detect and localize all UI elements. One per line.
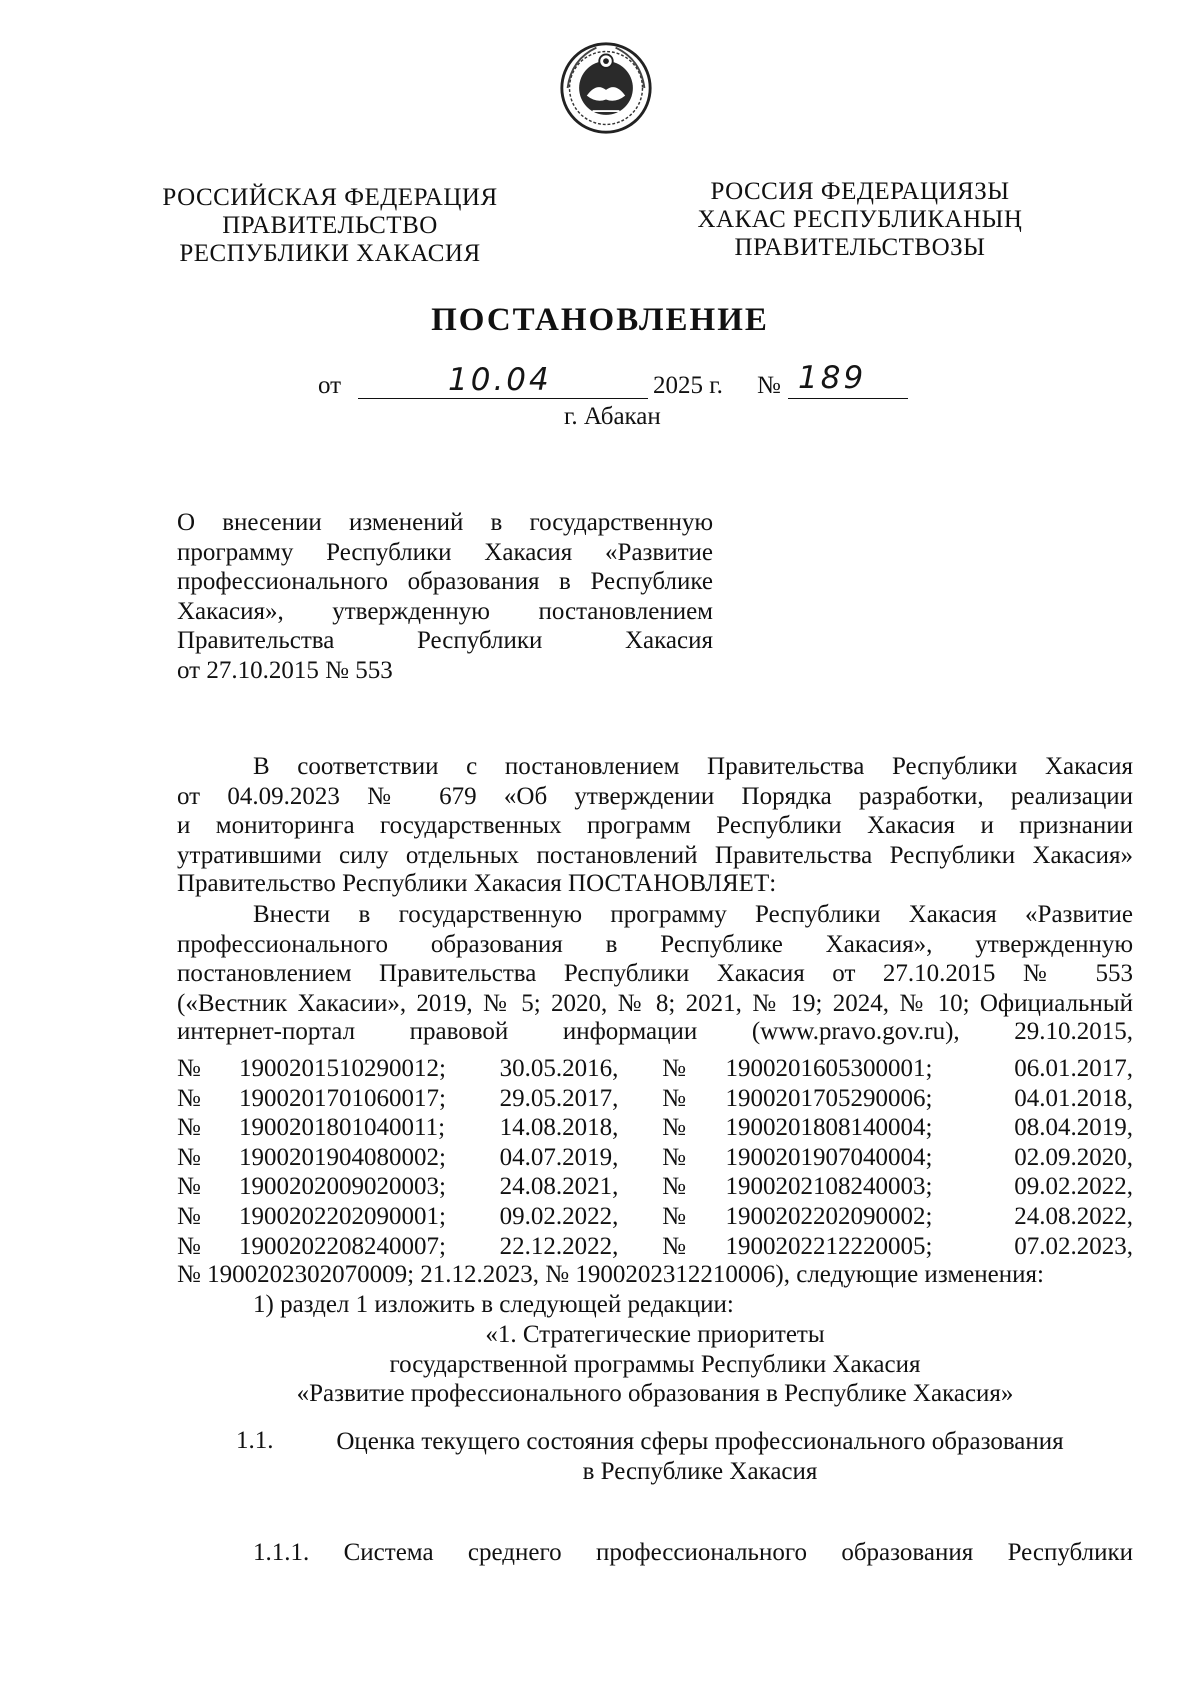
section-heading-line: «1. Стратегические приоритеты — [485, 1321, 825, 1348]
registry-cell-date: 30.05.2016, — [499, 1055, 619, 1082]
section-heading-line: «Развитие профессионального образования в Республике Хакасия» — [296, 1380, 1014, 1408]
registry-cell-date: 22.12.2022, — [499, 1232, 619, 1260]
registry-row — [177, 1113, 1133, 1143]
preamble-line: В соответствии с постановлением Правительства Республики Хакасия — [253, 753, 1133, 780]
amend-line: («Вестник Хакасии», 2019, № 5; 2020, № 8; 2021, № 19; 2024, № 10; Официальный — [177, 989, 1133, 1017]
registry-row — [177, 1084, 1133, 1114]
registry-cell-date: 09.02.2022, — [499, 1202, 619, 1230]
registry-cell-reg1: 1900202202090001; — [239, 1202, 446, 1230]
portal-word: 29.10.2015, — [1014, 1018, 1133, 1046]
registry-cell-reg2: 1900201907040004; — [725, 1143, 933, 1171]
amend-line: профессионального образования в Республике Хакасия», утвержденную — [177, 930, 1133, 958]
registry-cell-n2: № — [662, 1143, 686, 1171]
handwritten-date: 10.04 — [448, 362, 552, 398]
portal-line — [177, 1018, 1133, 1048]
registry-cell-n1: № — [177, 1173, 201, 1201]
section-heading-line: государственной программы Республики Хакасия — [389, 1350, 921, 1378]
registry-row — [177, 1054, 1133, 1084]
registry-cell-date2: 24.08.2022, — [1014, 1202, 1133, 1230]
preamble — [177, 752, 1133, 900]
portal-link[interactable]: (www.pravo.gov.ru), — [751, 1018, 960, 1046]
portal-word: интернет-портал — [177, 1018, 356, 1046]
subject-line: Правительства Республики Хакасия — [177, 627, 713, 655]
amend-tail — [177, 1261, 1133, 1320]
registry-cell-n2: № — [662, 1055, 686, 1082]
subject-line: программу Республики Хакасия «Развитие — [177, 538, 713, 566]
amend-tail-line: № 1900202302070009; 21.12.2023, № 1900202312210006), следующие изменения: — [177, 1261, 1044, 1288]
registry-cell-n2: № — [662, 1202, 686, 1230]
registry-cell-reg2: 1900201705290006; — [725, 1084, 933, 1112]
registry-row — [177, 1143, 1133, 1173]
registry-cell-reg1: 1900202009020003; — [239, 1173, 446, 1201]
registry-cell-date2: 08.04.2019, — [1014, 1114, 1133, 1142]
registry-cell-reg2: 1900201808140004; — [725, 1114, 933, 1142]
registry-cell-date2: 04.01.2018, — [1014, 1084, 1133, 1112]
header-left — [160, 184, 500, 268]
registry-cell-date: 04.07.2019, — [499, 1143, 619, 1171]
registry-cell-reg1: 1900201701060017; — [239, 1084, 446, 1112]
header-right-line: РОССИЯ ФЕДЕРАЦИЯЗЫ — [710, 178, 1010, 205]
section-1-1-1-line: 1.1.1. Система среднего профессионального образования Республики — [253, 1539, 1133, 1566]
section-1-1-line: в Республике Хакасия — [582, 1457, 818, 1485]
registry-cell-date2: 06.01.2017, — [1014, 1055, 1133, 1082]
amend-line: Внести в государственную программу Республики Хакасия «Развитие — [253, 901, 1133, 928]
registry-row — [177, 1172, 1133, 1202]
amendment-paragraph — [177, 900, 1133, 1048]
registry-cell-reg1: 1900202208240007; — [239, 1232, 446, 1260]
registry-row — [177, 1232, 1133, 1262]
registry-cell-n2: № — [662, 1114, 686, 1142]
subject-line: профессионального образования в Республике — [177, 568, 713, 596]
subject-line: от 27.10.2015 № 553 — [177, 656, 393, 684]
portal-word: информации — [562, 1018, 698, 1046]
handwritten-number: 189 — [798, 360, 867, 396]
header-right — [685, 178, 1035, 262]
item-1-line: 1) раздел 1 изложить в следующей редакции: — [253, 1290, 734, 1318]
header-right-line: ХАКАС РЕСПУБЛИКАНЫҢ — [697, 206, 1023, 233]
registry-cell-date2: 02.09.2020, — [1014, 1143, 1133, 1171]
registry-cell-date: 14.08.2018, — [499, 1114, 619, 1142]
registry-cell-n1: № — [177, 1055, 201, 1082]
section-1-1-line: Оценка текущего состояния сферы профессионального образования — [336, 1428, 1064, 1455]
preamble-line: и мониторинга государственных программ Республики Хакасия и признании — [177, 812, 1133, 840]
registry-cell-reg1: 1900201801040011; — [239, 1114, 446, 1142]
document-title: ПОСТАНОВЛЕНИЕ — [431, 302, 769, 338]
from-label: от — [318, 372, 342, 399]
subject-line: Хакасия», утвержденную постановлением — [177, 597, 713, 625]
registry-cell-reg1: 1900201510290012; — [239, 1055, 446, 1082]
preamble-line: Правительство Республики Хакасия ПОСТАНОВЛЯЕТ: — [177, 870, 777, 898]
registry-cell-reg2: 1900201605300001; — [725, 1055, 933, 1082]
registry-cell-reg2: 1900202212220005; — [725, 1232, 933, 1260]
registry-cell-reg2: 1900202108240003; — [725, 1173, 933, 1201]
header-left-line: РОССИЙСКАЯ ФЕДЕРАЦИЯ — [162, 184, 498, 211]
section-1-1-number: 1.1. — [236, 1427, 274, 1454]
registry-cell-reg1: 1900201904080002; — [239, 1143, 446, 1171]
coat-of-arms-emblem — [558, 40, 654, 136]
registry-cell-n2: № — [662, 1173, 686, 1201]
section-1-heading — [177, 1321, 1133, 1410]
city-label: г. Абакан — [564, 403, 661, 430]
registry-cell-n1: № — [177, 1084, 201, 1112]
portal-word: правовой — [409, 1018, 509, 1046]
preamble-line: от 04.09.2023 № 679 «Об утверждении Порядка разработки, реализации — [177, 782, 1133, 810]
subject-block — [177, 508, 713, 686]
registry-cell-n2: № — [662, 1232, 686, 1260]
registry-cell-date: 24.08.2021, — [499, 1173, 619, 1201]
preamble-line: утратившими силу отдельных постановлений Правительства Республики Хакасия» — [177, 841, 1133, 869]
registry-cell-n1: № — [177, 1143, 201, 1171]
amend-line: постановлением Правительства Республики Хакасия от 27.10.2015 № 553 — [177, 960, 1133, 988]
registry-cell-reg2: 1900202202090002; — [725, 1202, 933, 1230]
registry-cell-n1: № — [177, 1232, 201, 1260]
registry-cell-date: 29.05.2017, — [499, 1084, 619, 1112]
registry-row — [177, 1202, 1133, 1232]
registry-cell-n1: № — [177, 1202, 201, 1230]
section-1-1-heading — [300, 1427, 1100, 1486]
registry-cell-date2: 07.02.2023, — [1014, 1232, 1133, 1260]
header-left-line: ПРАВИТЕЛЬСТВО — [222, 212, 438, 239]
header-right-line: ПРАВИТЕЛЬСТВОЗЫ — [734, 234, 986, 261]
year-label: 2025 г. — [653, 372, 723, 399]
registry-table — [177, 1054, 1133, 1261]
number-label: № — [757, 372, 781, 399]
registry-cell-n1: № — [177, 1114, 201, 1142]
subject-line: О внесении изменений в государственную — [177, 509, 713, 536]
registry-cell-n2: № — [662, 1084, 686, 1112]
registry-cell-date2: 09.02.2022, — [1014, 1173, 1133, 1201]
header-left-line: РЕСПУБЛИКИ ХАКАСИЯ — [179, 240, 481, 267]
